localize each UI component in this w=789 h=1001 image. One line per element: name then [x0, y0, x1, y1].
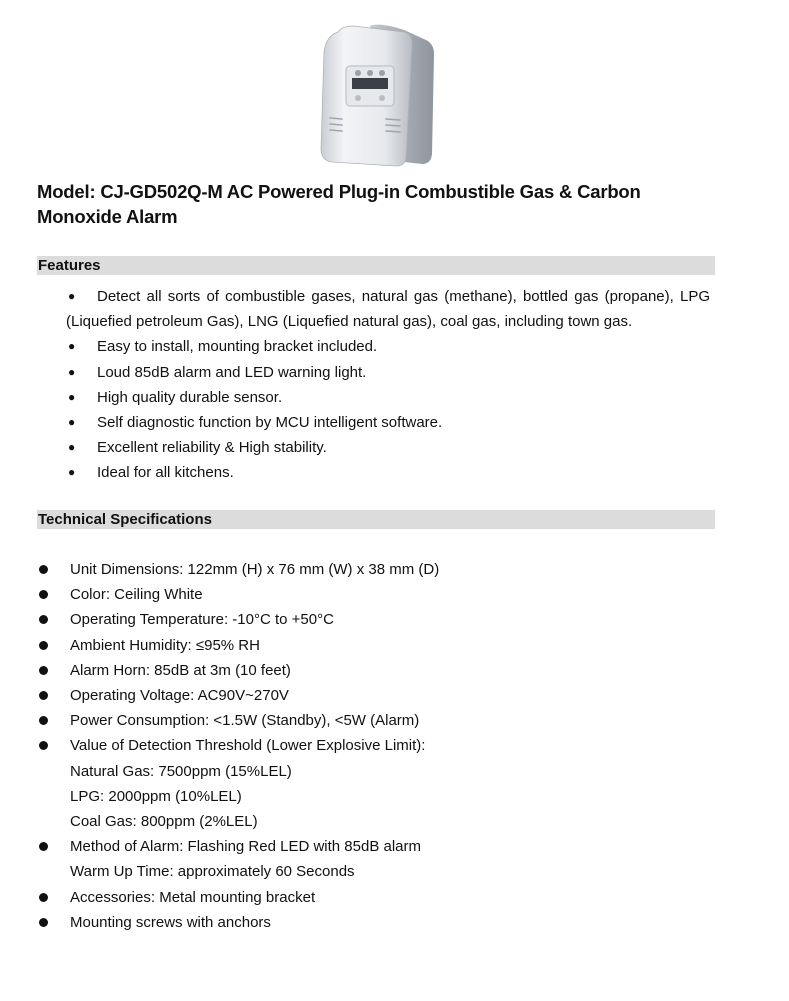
- bullet-icon: ●: [68, 465, 76, 480]
- spec-text: Operating Temperature: -10°C to +50°C: [70, 611, 334, 629]
- spec-text: Mounting screws with anchors: [70, 913, 271, 931]
- spec-subline: Warm Up Time: approximately 60 Seconds: [70, 863, 355, 881]
- bullet-icon: [39, 741, 48, 750]
- bullet-icon: ●: [68, 415, 76, 430]
- bullet-icon: [39, 691, 48, 700]
- feature-text: Self diagnostic function by MCU intelligent software.: [97, 414, 443, 432]
- spec-text: Power Consumption: <1.5W (Standby), <5W (Alarm): [70, 712, 420, 730]
- feature-text: Easy to install, mounting bracket included.: [97, 338, 378, 356]
- spec-item: [37, 557, 717, 582]
- spec-item: [37, 607, 717, 632]
- bullet-icon: [39, 918, 48, 927]
- spec-item: [37, 834, 717, 884]
- feature-text: Detect all sorts of combustible gases, natural gas (methane), bottled gas (propane), LPG (Liquefied petroleum Gas), LNG (Liquefied natural gas), coal gas, including town gas.: [66, 288, 710, 331]
- spec-item: [37, 885, 717, 910]
- feature-item: [66, 360, 710, 385]
- spec-item: [37, 582, 717, 607]
- spec-text: Operating Voltage: AC90V~270V: [70, 687, 289, 705]
- bullet-icon: ●: [68, 339, 76, 354]
- spec-item: [37, 910, 717, 935]
- feature-text: High quality durable sensor.: [97, 388, 283, 406]
- spec-text: Color: Ceiling White: [70, 586, 203, 604]
- feature-item: [66, 284, 710, 334]
- feature-text: Ideal for all kitchens.: [97, 464, 234, 482]
- bullet-icon: [39, 615, 48, 624]
- feature-item: [66, 410, 710, 435]
- bullet-icon: [39, 666, 48, 675]
- spec-text: Accessories: Metal mounting bracket: [70, 888, 316, 906]
- spec-subline: Coal Gas: 800ppm (2%LEL): [70, 813, 258, 831]
- feature-item: [66, 460, 710, 485]
- spec-subline: Natural Gas: 7500ppm (15%LEL): [70, 762, 292, 780]
- spec-subline: LPG: 2000ppm (10%LEL): [70, 787, 242, 805]
- features-heading: Features: [37, 256, 715, 275]
- spec-text: Method of Alarm: Flashing Red LED with 85dB alarm: [70, 838, 421, 856]
- feature-item: [66, 334, 710, 359]
- features-list: [66, 284, 710, 486]
- bullet-icon: ●: [68, 440, 76, 455]
- specs-heading: Technical Specifications: [37, 510, 715, 529]
- spec-text: Ambient Humidity: ≤95% RH: [70, 636, 260, 654]
- bullet-icon: ●: [68, 389, 76, 404]
- bullet-icon: [39, 842, 48, 851]
- spec-text: Value of Detection Threshold (Lower Explosive Limit):: [70, 737, 426, 755]
- specs-list: [37, 557, 717, 935]
- bullet-icon: ●: [68, 364, 76, 379]
- page-title: Model: CJ-GD502Q-M AC Powered Plug-in Combustible Gas & Carbon Monoxide Alarm: [37, 181, 641, 227]
- spec-text: Unit Dimensions: 122mm (H) x 76 mm (W) x 38 mm (D): [70, 561, 440, 578]
- bullet-icon: [39, 893, 48, 902]
- bullet-icon: [39, 565, 48, 574]
- spec-item: [37, 658, 717, 683]
- spec-item: [37, 633, 717, 658]
- product-image: [312, 22, 442, 170]
- feature-item: [66, 435, 710, 460]
- bullet-icon: [39, 716, 48, 725]
- spec-item: [37, 708, 717, 733]
- bullet-icon: [39, 590, 48, 599]
- bullet-icon: ●: [68, 289, 76, 303]
- feature-item: [66, 385, 710, 410]
- spec-text: Alarm Horn: 85dB at 3m (10 feet): [70, 661, 291, 679]
- bullet-icon: [39, 641, 48, 650]
- spec-item: [37, 733, 717, 834]
- feature-text: Loud 85dB alarm and LED warning light.: [97, 363, 367, 381]
- spec-item: [37, 683, 717, 708]
- feature-text: Excellent reliability & High stability.: [97, 439, 327, 457]
